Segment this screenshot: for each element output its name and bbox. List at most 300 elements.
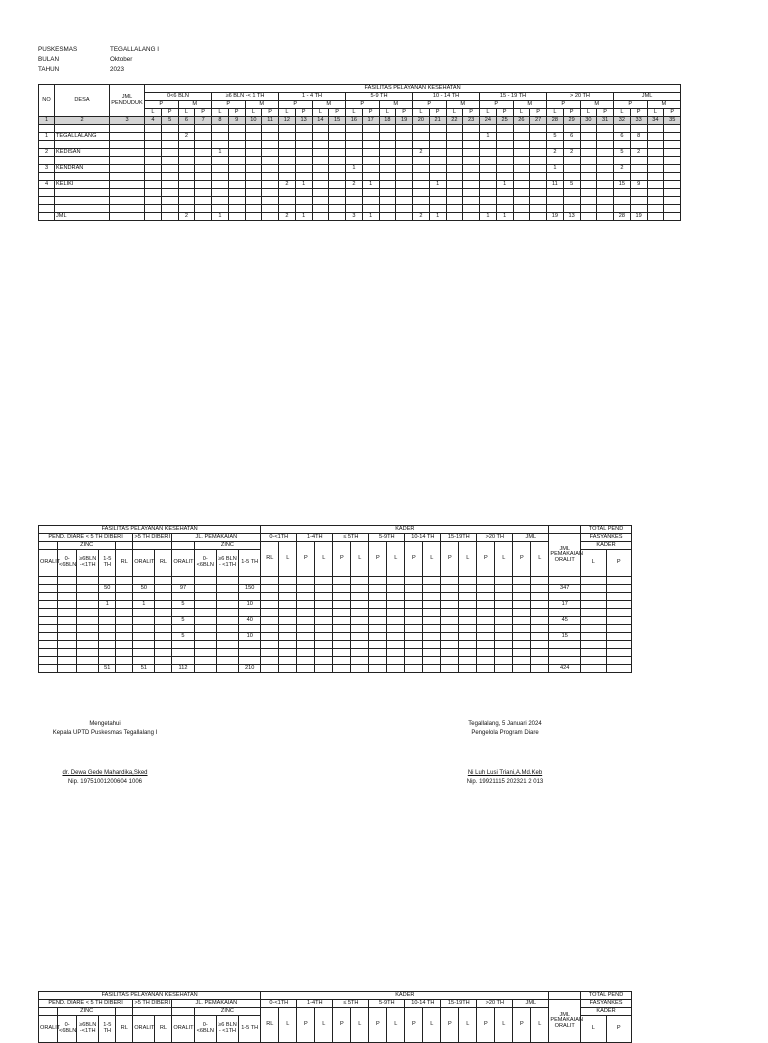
- sub-header-p: P: [145, 101, 179, 109]
- empty-cell: [396, 197, 413, 205]
- sex-header-p: P: [405, 1008, 423, 1043]
- empty-cell: [212, 157, 229, 165]
- data-cell: 97: [172, 585, 194, 593]
- data-cell: 5: [547, 133, 564, 141]
- data-cell: [110, 149, 145, 157]
- empty-cell: [396, 141, 413, 149]
- empty-cell: [39, 601, 58, 609]
- column-index: 20: [413, 117, 430, 125]
- empty-cell: [315, 593, 333, 601]
- data-cell: 45: [549, 617, 581, 625]
- empty-cell: [116, 633, 133, 641]
- empty-cell: [155, 593, 172, 601]
- sub-header: ORALIT: [172, 1016, 194, 1043]
- empty-cell: [369, 649, 387, 657]
- empty-cell: [195, 157, 212, 165]
- data-cell: [145, 133, 162, 141]
- data-cell: [463, 165, 480, 173]
- sub-header-p: P: [547, 101, 581, 109]
- empty-cell: [279, 657, 297, 665]
- empty-cell: [58, 633, 77, 641]
- empty-cell: [351, 609, 369, 617]
- empty-cell: [362, 157, 379, 165]
- empty-cell: [423, 625, 441, 633]
- sex-header-p: P: [606, 550, 631, 577]
- empty-cell: [405, 657, 423, 665]
- empty-cell: [245, 189, 262, 197]
- empty-cell: [477, 601, 495, 609]
- empty-cell: [279, 157, 296, 165]
- data-cell: 2: [178, 213, 195, 221]
- empty-cell: [333, 625, 351, 633]
- empty-cell: [333, 641, 351, 649]
- empty-cell: [387, 641, 405, 649]
- data-cell: [496, 133, 513, 141]
- sex-header-p: P: [333, 1008, 351, 1043]
- kader-group-header: JML: [513, 534, 549, 542]
- data-cell: [228, 181, 245, 189]
- empty-cell: [369, 657, 387, 665]
- empty-cell: [261, 617, 279, 625]
- empty-cell: [630, 173, 647, 181]
- column-index: 9: [228, 117, 245, 125]
- sub-header: 0-<6BLN: [58, 550, 77, 577]
- sub-header-p: P: [212, 101, 246, 109]
- empty-cell: [116, 609, 133, 617]
- sex-header-p: P: [333, 542, 351, 577]
- empty-cell: [145, 189, 162, 197]
- empty-cell: [606, 641, 631, 649]
- empty-cell: [212, 141, 229, 149]
- empty-cell: [297, 609, 315, 617]
- data-cell: 5: [172, 633, 194, 641]
- col-header-fasilitas: FASILITAS PELAYANAN KESEHATAN: [39, 992, 261, 1000]
- empty-cell: [463, 173, 480, 181]
- sub-header-m: M: [647, 101, 681, 109]
- empty-cell: [496, 197, 513, 205]
- empty-cell: [312, 125, 329, 133]
- empty-cell: [133, 1008, 172, 1016]
- empty-cell: [116, 1008, 133, 1016]
- data-cell: [295, 165, 312, 173]
- empty-cell: [315, 625, 333, 633]
- sub-header: ORALIT: [133, 1016, 155, 1043]
- info-value: Oktober: [110, 56, 133, 63]
- empty-cell: [423, 601, 441, 609]
- empty-cell: [58, 649, 77, 657]
- data-cell: 2: [563, 149, 580, 157]
- empty-cell: [614, 197, 631, 205]
- empty-cell: [133, 609, 155, 617]
- col-header-kader-total: KADER: [581, 1008, 632, 1016]
- sex-header-p: P: [405, 542, 423, 577]
- data-cell: 5: [172, 601, 194, 609]
- empty-cell: [513, 141, 530, 149]
- empty-cell: [155, 585, 172, 593]
- data-cell: [647, 149, 664, 157]
- empty-cell: [664, 189, 681, 197]
- col-header-rl: RL: [261, 542, 279, 577]
- empty-cell: [606, 649, 631, 657]
- empty-cell: [531, 665, 549, 673]
- empty-cell: [239, 625, 261, 633]
- empty-cell: [279, 125, 296, 133]
- sex-header-p: P: [396, 109, 413, 117]
- data-cell: [312, 133, 329, 141]
- empty-cell: [99, 625, 116, 633]
- empty-cell: [429, 157, 446, 165]
- empty-cell: [245, 197, 262, 205]
- sub-header-p: P: [480, 101, 514, 109]
- empty-cell: [295, 197, 312, 205]
- data-cell: [329, 165, 346, 173]
- empty-cell: [580, 197, 597, 205]
- data-cell: 1: [212, 213, 229, 221]
- empty-cell: [55, 125, 110, 133]
- empty-cell: [39, 1008, 58, 1016]
- empty-cell: [261, 649, 279, 657]
- empty-cell: [77, 625, 99, 633]
- column-index: 10: [245, 117, 262, 125]
- empty-cell: [155, 617, 172, 625]
- column-index: 32: [614, 117, 631, 125]
- empty-cell: [405, 649, 423, 657]
- empty-cell: [379, 141, 396, 149]
- empty-cell: [172, 657, 194, 665]
- empty-cell: [194, 609, 216, 617]
- empty-cell: [647, 205, 664, 213]
- header-row: [39, 1008, 632, 1016]
- data-cell: [480, 149, 497, 157]
- data-cell: [664, 213, 681, 221]
- empty-cell: [405, 641, 423, 649]
- empty-cell: [459, 665, 477, 673]
- col-header-zinc: ZINC: [194, 1008, 261, 1016]
- empty-cell: [39, 542, 58, 550]
- data-cell: [245, 181, 262, 189]
- empty-cell: [530, 125, 547, 133]
- data-cell: 2: [178, 133, 195, 141]
- empty-cell: [329, 157, 346, 165]
- sig-left-line1: Mengetahui: [89, 721, 121, 727]
- empty-cell: [369, 585, 387, 593]
- empty-cell: [346, 157, 363, 165]
- empty-cell: [329, 205, 346, 213]
- empty-cell: [580, 205, 597, 213]
- empty-cell: [195, 125, 212, 133]
- sub-header: 1-5 TH: [99, 550, 116, 577]
- empty-cell: [261, 609, 279, 617]
- empty-cell: [387, 577, 405, 585]
- empty-cell: [513, 125, 530, 133]
- empty-cell: [495, 633, 513, 641]
- empty-cell: [39, 205, 55, 213]
- empty-cell: [212, 173, 229, 181]
- empty-cell: [212, 205, 229, 213]
- column-index: 24: [480, 117, 497, 125]
- empty-cell: [279, 141, 296, 149]
- table-row: [39, 149, 681, 157]
- col-header-fasyankes: FASYANKES: [581, 1000, 632, 1008]
- header-row: [39, 992, 632, 1000]
- column-index: 21: [429, 117, 446, 125]
- empty-cell: [547, 205, 564, 213]
- column-index: 26: [513, 117, 530, 125]
- sex-header-p: P: [329, 109, 346, 117]
- empty-cell: [495, 625, 513, 633]
- empty-cell: [216, 593, 238, 601]
- col-header-jl-pemakaian: JL. PEMAKAIAN: [172, 1000, 261, 1008]
- data-cell: [312, 149, 329, 157]
- data-cell: [463, 181, 480, 189]
- empty-cell: [155, 665, 172, 673]
- empty-cell: [351, 641, 369, 649]
- empty-cell: [333, 633, 351, 641]
- empty-cell: [55, 205, 110, 213]
- blank-row: [39, 577, 632, 585]
- data-cell: 2: [279, 213, 296, 221]
- data-cell: [664, 149, 681, 157]
- info-value: 2023: [110, 66, 125, 73]
- empty-cell: [279, 641, 297, 649]
- empty-cell: [116, 665, 133, 673]
- empty-cell: [647, 141, 664, 149]
- empty-cell: [216, 601, 238, 609]
- data-cell: [496, 165, 513, 173]
- empty-cell: [58, 585, 77, 593]
- empty-cell: [239, 577, 261, 585]
- empty-cell: [161, 141, 178, 149]
- empty-cell: [563, 197, 580, 205]
- sub-header: RL: [116, 1016, 133, 1043]
- empty-cell: [262, 157, 279, 165]
- col-header-fasilitas: FASILITAS PELAYANAN KESEHATAN: [39, 526, 261, 534]
- sex-header-p: P: [369, 1008, 387, 1043]
- data-cell: [597, 149, 614, 157]
- empty-cell: [530, 205, 547, 213]
- empty-cell: [195, 173, 212, 181]
- empty-cell: [446, 173, 463, 181]
- age-group-header: 1 - 4 TH: [279, 93, 346, 101]
- empty-cell: [423, 609, 441, 617]
- empty-cell: [279, 197, 296, 205]
- info-key: BULAN: [38, 56, 59, 63]
- empty-cell: [405, 593, 423, 601]
- sex-header-l: L: [480, 109, 497, 117]
- sig-left-name: dr. Dewa Gede Mahardika,Sked: [62, 770, 148, 776]
- column-index: 33: [630, 117, 647, 125]
- empty-cell: [161, 173, 178, 181]
- empty-cell: [194, 649, 216, 657]
- empty-cell: [245, 173, 262, 181]
- sub-header-m: M: [312, 101, 346, 109]
- empty-cell: [99, 641, 116, 649]
- data-cell: 1: [133, 601, 155, 609]
- data-cell: [530, 165, 547, 173]
- sex-header-p: P: [664, 109, 681, 117]
- empty-cell: [297, 649, 315, 657]
- empty-cell: [329, 189, 346, 197]
- sex-header-p: P: [297, 542, 315, 577]
- empty-cell: [133, 542, 172, 550]
- column-index: 35: [664, 117, 681, 125]
- empty-cell: [178, 189, 195, 197]
- empty-cell: [496, 125, 513, 133]
- kader-group-header: 10-14 TH: [405, 1000, 441, 1008]
- empty-cell: [531, 577, 549, 585]
- empty-cell: [110, 141, 145, 149]
- data-cell: [295, 133, 312, 141]
- empty-cell: [110, 197, 145, 205]
- data-cell: [312, 165, 329, 173]
- data-cell: [195, 149, 212, 157]
- sub-header: ORALIT: [39, 1016, 58, 1043]
- empty-cell: [39, 585, 58, 593]
- data-cell: [480, 181, 497, 189]
- empty-cell: [547, 157, 564, 165]
- empty-cell: [597, 157, 614, 165]
- empty-cell: [446, 197, 463, 205]
- data-cell: 10: [239, 633, 261, 641]
- empty-cell: [513, 593, 531, 601]
- data-cell: 347: [549, 585, 581, 593]
- empty-cell: [133, 649, 155, 657]
- empty-cell: [172, 641, 194, 649]
- data-cell: [245, 213, 262, 221]
- empty-cell: [513, 197, 530, 205]
- empty-cell: [194, 601, 216, 609]
- data-cell: [513, 165, 530, 173]
- empty-cell: [351, 601, 369, 609]
- data-cell: [110, 133, 145, 141]
- empty-cell: [161, 197, 178, 205]
- empty-cell: [39, 197, 55, 205]
- empty-cell: [531, 585, 549, 593]
- empty-cell: [549, 526, 581, 534]
- empty-cell: [379, 205, 396, 213]
- empty-cell: [423, 585, 441, 593]
- empty-cell: [133, 593, 155, 601]
- empty-cell: [161, 205, 178, 213]
- empty-cell: [178, 173, 195, 181]
- column-index: 3: [110, 117, 145, 125]
- data-cell: 1: [480, 213, 497, 221]
- empty-cell: [58, 601, 77, 609]
- data-cell: [446, 133, 463, 141]
- empty-cell: [110, 157, 145, 165]
- empty-cell: [513, 649, 531, 657]
- empty-cell: [563, 189, 580, 197]
- empty-cell: [513, 609, 531, 617]
- empty-cell: [513, 641, 531, 649]
- empty-cell: [194, 617, 216, 625]
- empty-cell: [116, 601, 133, 609]
- data-cell: 10: [239, 601, 261, 609]
- row-desa: KENDRAN: [55, 165, 110, 173]
- sex-header-l: L: [581, 1016, 606, 1043]
- sex-header-l: L: [351, 1008, 369, 1043]
- column-index: 1: [39, 117, 55, 125]
- data-cell: [110, 165, 145, 173]
- kader-group-header: 1-4TH: [297, 1000, 333, 1008]
- info-value: TEGALLALANG I: [110, 46, 159, 53]
- empty-cell: [55, 197, 110, 205]
- empty-cell: [379, 197, 396, 205]
- empty-cell: [496, 141, 513, 149]
- empty-cell: [606, 625, 631, 633]
- kader-group-header: 10-14 TH: [405, 534, 441, 542]
- sex-header-l: L: [459, 1008, 477, 1043]
- empty-cell: [297, 641, 315, 649]
- empty-cell: [581, 649, 606, 657]
- sex-header-l: L: [614, 109, 631, 117]
- empty-cell: [480, 205, 497, 213]
- empty-cell: [228, 205, 245, 213]
- data-cell: [145, 165, 162, 173]
- data-cell: [463, 149, 480, 157]
- data-cell: [513, 149, 530, 157]
- empty-cell: [362, 125, 379, 133]
- empty-cell: [614, 173, 631, 181]
- data-cell: [161, 213, 178, 221]
- sex-header-p: P: [441, 1008, 459, 1043]
- row-no: 2: [39, 149, 55, 157]
- empty-cell: [295, 125, 312, 133]
- info-key: PUSKESMAS: [38, 46, 78, 53]
- sub-header: 1-5 TH: [99, 1016, 116, 1043]
- empty-cell: [110, 173, 145, 181]
- sex-header-l: L: [212, 109, 229, 117]
- empty-cell: [513, 205, 530, 213]
- empty-cell: [116, 625, 133, 633]
- data-cell: 5: [172, 617, 194, 625]
- empty-cell: [239, 609, 261, 617]
- empty-cell: [446, 157, 463, 165]
- empty-cell: [216, 641, 238, 649]
- row-no: 3: [39, 165, 55, 173]
- empty-cell: [369, 577, 387, 585]
- empty-cell: [279, 665, 297, 673]
- data-cell: [245, 149, 262, 157]
- sub-header-m: M: [178, 101, 212, 109]
- data-cell: [228, 165, 245, 173]
- empty-cell: [477, 657, 495, 665]
- empty-cell: [429, 189, 446, 197]
- table-row: [39, 181, 681, 189]
- data-cell: [396, 181, 413, 189]
- empty-cell: [549, 641, 581, 649]
- sex-header-l: L: [145, 109, 162, 117]
- col-header-zinc: ZINC: [194, 542, 261, 550]
- empty-cell: [39, 641, 58, 649]
- empty-cell: [194, 665, 216, 673]
- sex-header-p: P: [563, 109, 580, 117]
- data-cell: [513, 181, 530, 189]
- empty-cell: [58, 625, 77, 633]
- sex-header-p: P: [513, 542, 531, 577]
- table-row: [39, 585, 632, 593]
- empty-cell: [423, 577, 441, 585]
- empty-cell: [77, 577, 99, 585]
- blank-row: [39, 157, 681, 165]
- empty-cell: [495, 665, 513, 673]
- empty-cell: [597, 125, 614, 133]
- empty-cell: [194, 641, 216, 649]
- empty-cell: [413, 173, 430, 181]
- empty-cell: [531, 625, 549, 633]
- empty-cell: [513, 157, 530, 165]
- empty-cell: [295, 157, 312, 165]
